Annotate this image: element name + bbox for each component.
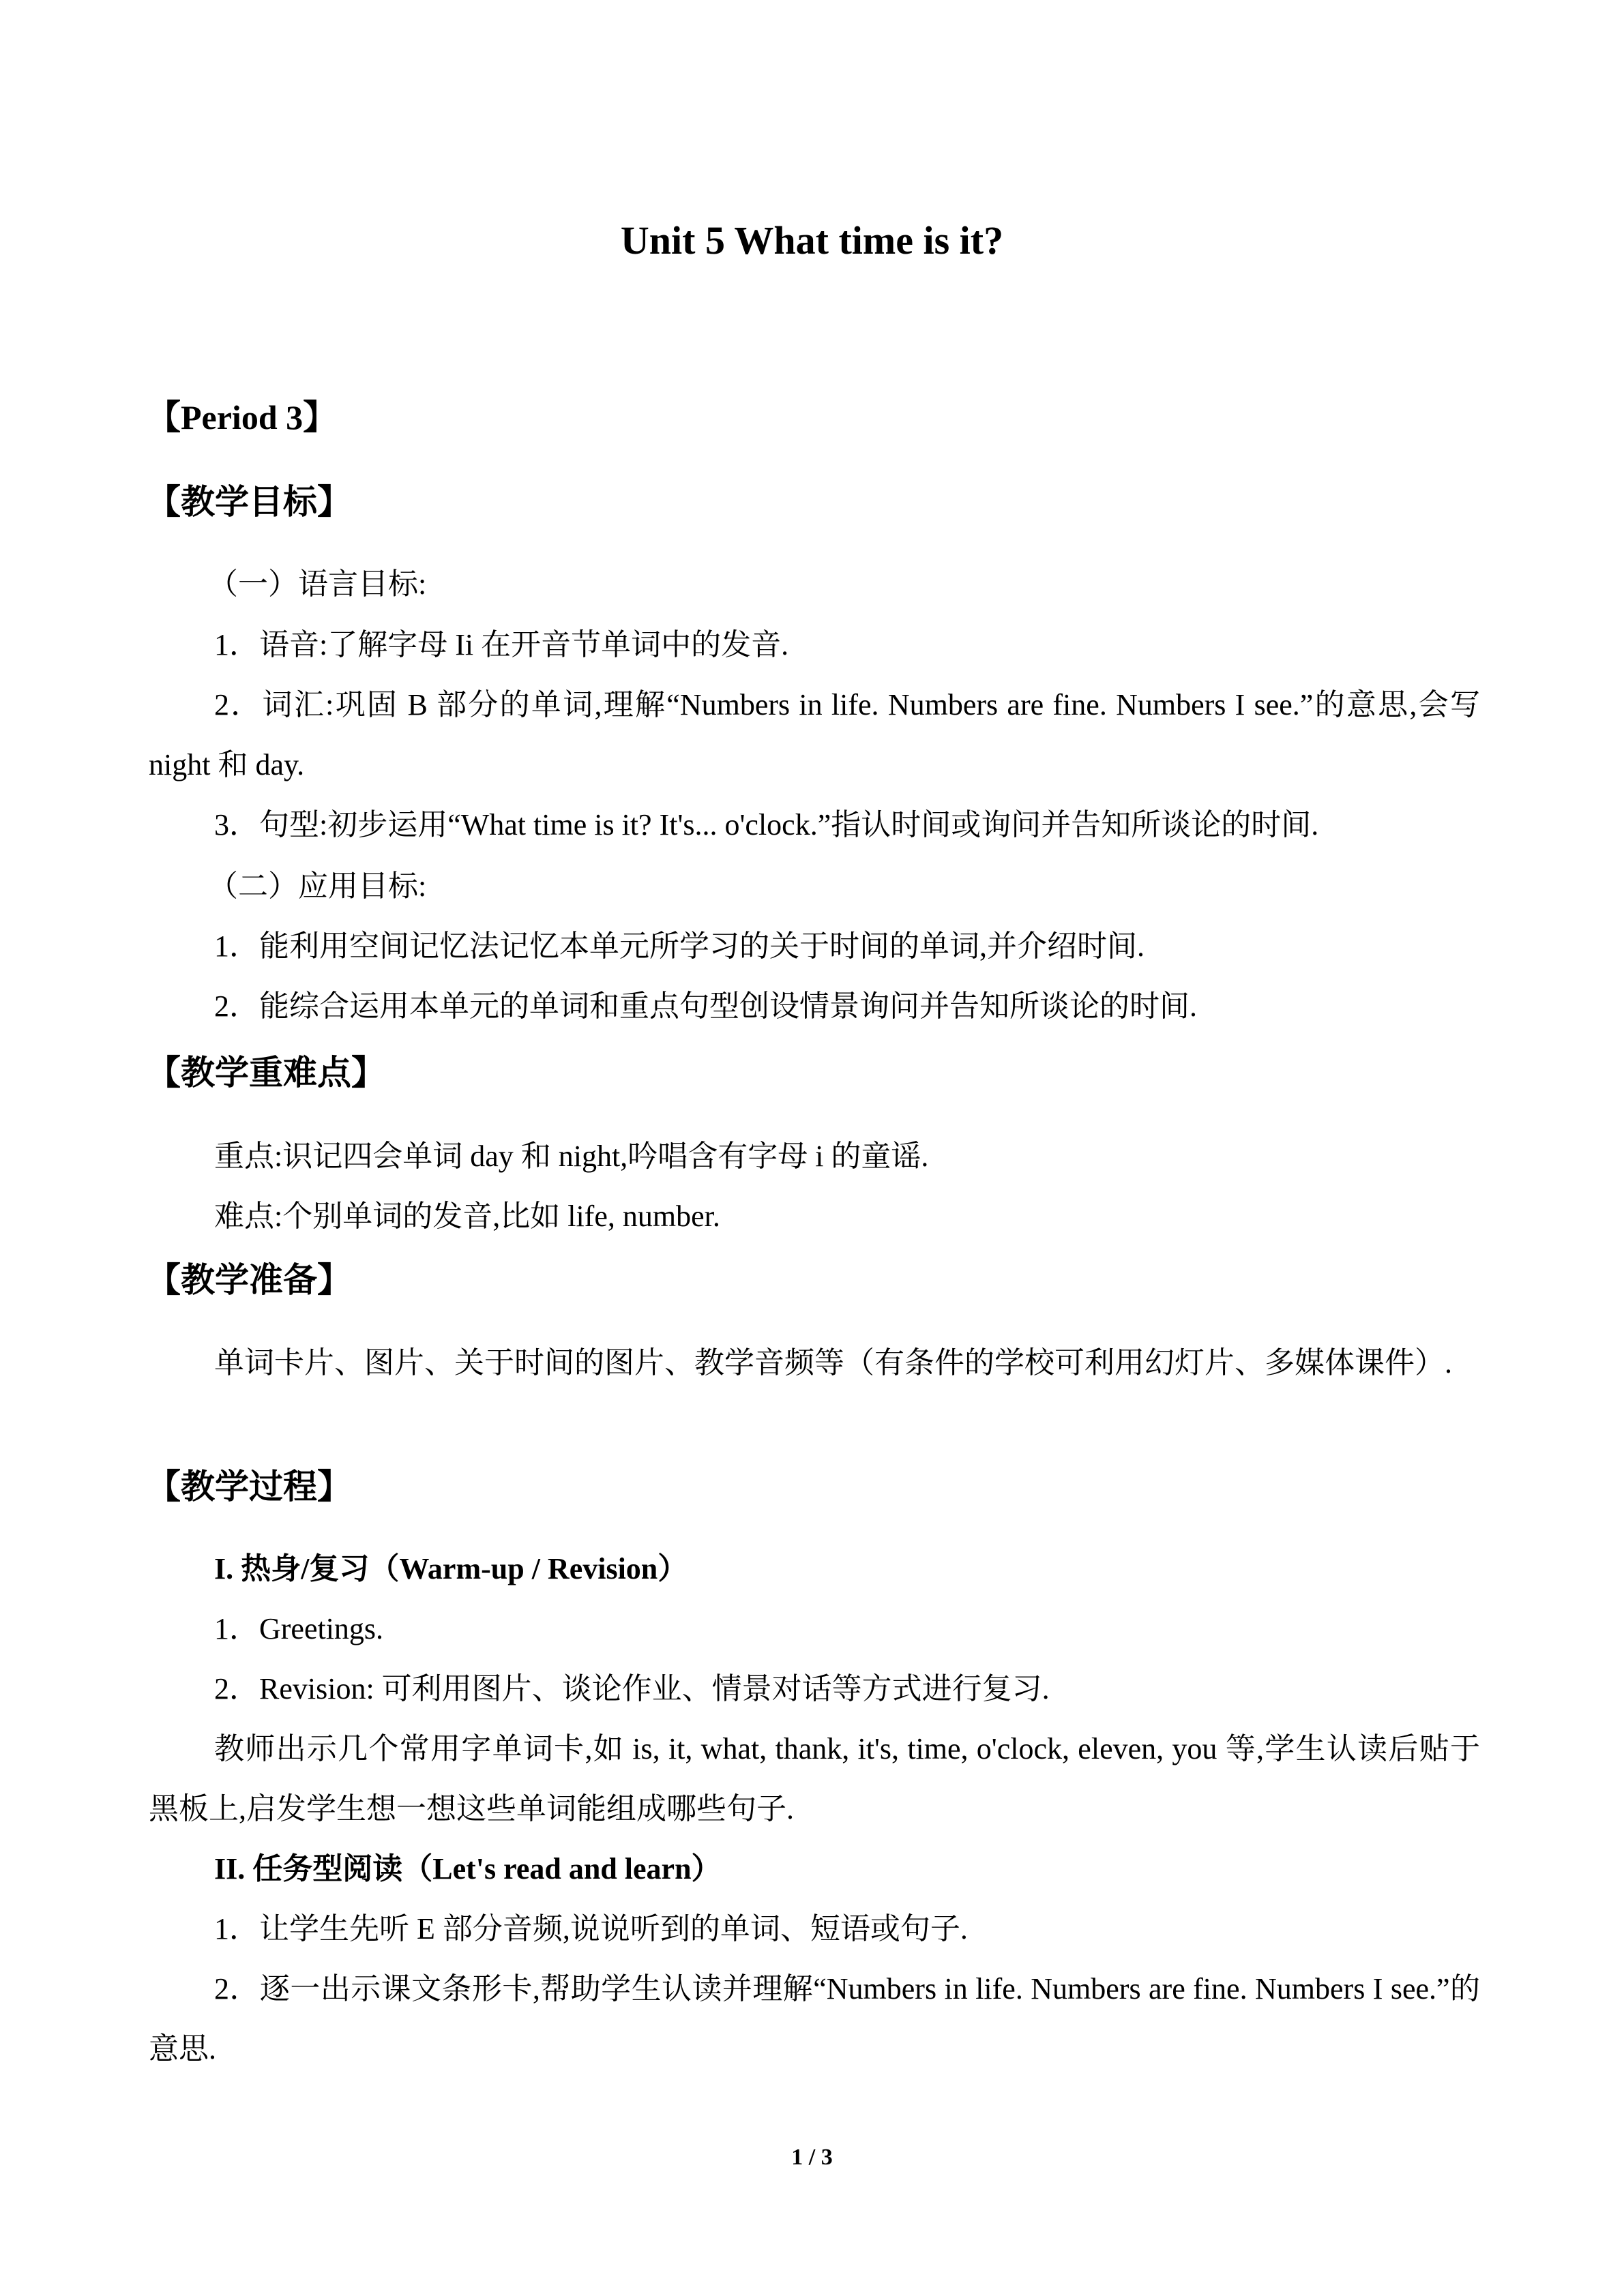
application-objective-2: 2．能综合运用本单元的单词和重点句型创设情景询问并告知所谈论的时间.: [214, 989, 1197, 1023]
language-objective-3: 3．句型:初步运用“What time is it? It's... o'clock.”指认时间或询问并告知所谈论的时间.: [214, 808, 1319, 841]
process-step1-heading: I. 热身/复习（Warm-up / Revision）: [214, 1552, 688, 1585]
application-objective-1: 1．能利用空间记忆法记忆本单元所学习的关于时间的单词,并介绍时间.: [214, 929, 1145, 963]
process-step1-paragraph: 教师出示几个常用字单词卡,如 is, it, what, thank, it's, time, o'clock, eleven, you 等,学生认读后贴于黑板上,启发学生想一想这些单词能组成哪些句子.: [149, 1732, 1480, 1825]
document-title: Unit 5 What time is it?: [620, 218, 1004, 263]
difficult-point-text: 难点:个别单词的发音,比如 life, number.: [214, 1199, 720, 1233]
language-objectives-heading: （一）语言目标:: [208, 567, 427, 601]
key-point-text: 重点:识记四会单词 day 和 night,吟唱含有字母 i 的童谣.: [214, 1139, 929, 1173]
period-heading: 【Period 3】: [147, 398, 338, 436]
application-objectives-heading: （二）应用目标:: [208, 869, 427, 903]
process-step2-item-2: 2．逐一出示课文条形卡,帮助学生认读并理解“Numbers in life. Numbers are fine. Numbers I see.”的意思.: [149, 1972, 1480, 2066]
preparation-heading: 【教学准备】: [147, 1261, 351, 1299]
process-step2-heading: II. 任务型阅读（Let's read and learn）: [214, 1852, 722, 1885]
preparation-text: 单词卡片、图片、关于时间的图片、教学音频等（有条件的学校可利用幻灯片、多媒体课件）.: [214, 1346, 1452, 1380]
objectives-heading: 【教学目标】: [147, 483, 351, 521]
process-step1-item-1: 1．Greetings.: [214, 1612, 384, 1645]
language-objective-1: 1．语音:了解字母 Ii 在开音节单词中的发音.: [214, 628, 789, 661]
language-objective-2: 2．词汇:巩固 B 部分的单词,理解“Numbers in life. Numbers are fine. Numbers I see.”的意思,会写 night 和 day.: [149, 688, 1480, 781]
key-points-heading: 【教学重难点】: [147, 1054, 385, 1092]
page-number: 1 / 3: [791, 2145, 833, 2170]
process-heading: 【教学过程】: [147, 1467, 351, 1506]
process-step2-item-1: 1．让学生先听 E 部分音频,说说听到的单词、短语或句子.: [214, 1912, 968, 1945]
process-step1-item-2: 2．Revision: 可利用图片、谈论作业、情景对话等方式进行复习.: [214, 1672, 1050, 1705]
